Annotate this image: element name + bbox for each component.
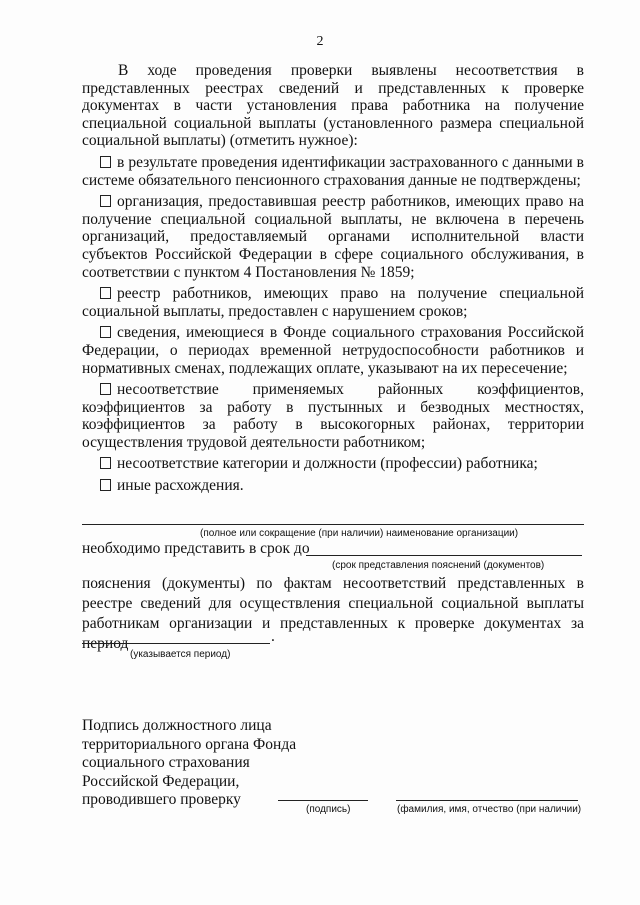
intro-paragraph: В ходе проведения проверки выявлены несоответствия в представленных реестрах сведений и представленных к проверке документах в части установления права работника на получение специальной социальной выплаты (установленного размера специальной социальной выплаты) (отметить нужное): bbox=[82, 62, 584, 150]
checkbox[interactable] bbox=[100, 156, 111, 168]
period-line[interactable] bbox=[82, 643, 270, 644]
signer-line-1: Подпись должностного лица bbox=[82, 717, 272, 734]
full-name-line[interactable] bbox=[396, 800, 578, 801]
option-category-mismatch[interactable]: несоответствие категории и должности (профессии) работника; bbox=[82, 455, 584, 473]
signer-line-5: проводившего проверку bbox=[82, 791, 241, 808]
checkbox[interactable] bbox=[100, 326, 111, 338]
signer-line-2: территориального органа Фонда bbox=[82, 735, 297, 753]
signer-block bbox=[82, 717, 296, 810]
full-name-caption: (фамилия, имя, отчество (при наличии) bbox=[397, 804, 582, 815]
document-body bbox=[82, 62, 584, 499]
page-number: 2 bbox=[316, 34, 324, 49]
deadline-line[interactable] bbox=[306, 555, 582, 556]
checkbox[interactable] bbox=[100, 479, 111, 491]
option-deadline-violation[interactable]: реестр работников, имеющих право на получение специальной социальной выплаты, предоставлен с нарушением сроков; bbox=[82, 285, 584, 320]
checkbox[interactable] bbox=[100, 195, 111, 207]
organization-line[interactable] bbox=[82, 524, 584, 525]
period-caption: (указывается период) bbox=[130, 649, 231, 660]
signer-line-3: социального страхования bbox=[82, 754, 250, 771]
signer-line-4: Российской Федерации, bbox=[82, 772, 240, 790]
checkbox[interactable] bbox=[100, 383, 111, 395]
option-period-overlap[interactable]: сведения, имеющиеся в Фонде социального страхования Российской Федерации, о периодах временной нетрудоспособности работников и нормативных сменах, подлежащих оплате, указывают на их пересечение; bbox=[82, 324, 584, 377]
signature-line[interactable] bbox=[278, 800, 368, 801]
checkbox[interactable] bbox=[100, 457, 111, 469]
option-other[interactable]: иные расхождения. bbox=[82, 477, 584, 495]
deadline-label: необходимо представить в срок до bbox=[82, 540, 310, 557]
explanation-paragraph: пояснения (документы) по фактам несоответствий представленных в реестре сведений для осуществления специальной социальной выплаты работникам организации и представленных к проверке документах за период bbox=[82, 575, 584, 652]
deadline-caption: (срок представления пояснений (документов) bbox=[332, 560, 545, 571]
signature-caption: (подпись) bbox=[306, 804, 351, 815]
option-organization-not-included[interactable]: организация, предоставившая реестр работников, имеющих право на получение специальной социальной выплаты, не включена в перечень организаций, предоставляемый органами исполнительной власти субъектов Российской Федерации в сфере социального обслуживания, в соответствии с пунктом 4 Постановления № 1859; bbox=[82, 193, 584, 281]
checkbox[interactable] bbox=[100, 287, 111, 299]
period-dot: . bbox=[271, 628, 275, 645]
option-coefficients-mismatch[interactable]: несоответствие применяемых районных коэффициентов, коэффициентов за работу в пустынных и безводных местностях, коэффициентов за работу в высокогорных районах, территории осуществления трудовой деятельности работником; bbox=[82, 381, 584, 451]
organization-caption: (полное или сокращение (при наличии) наименование организации) bbox=[200, 528, 519, 539]
option-identification[interactable]: в результате проведения идентификации застрахованного с данными в системе обязательного пенсионного страхования данные не подтверждены; bbox=[82, 153, 584, 189]
